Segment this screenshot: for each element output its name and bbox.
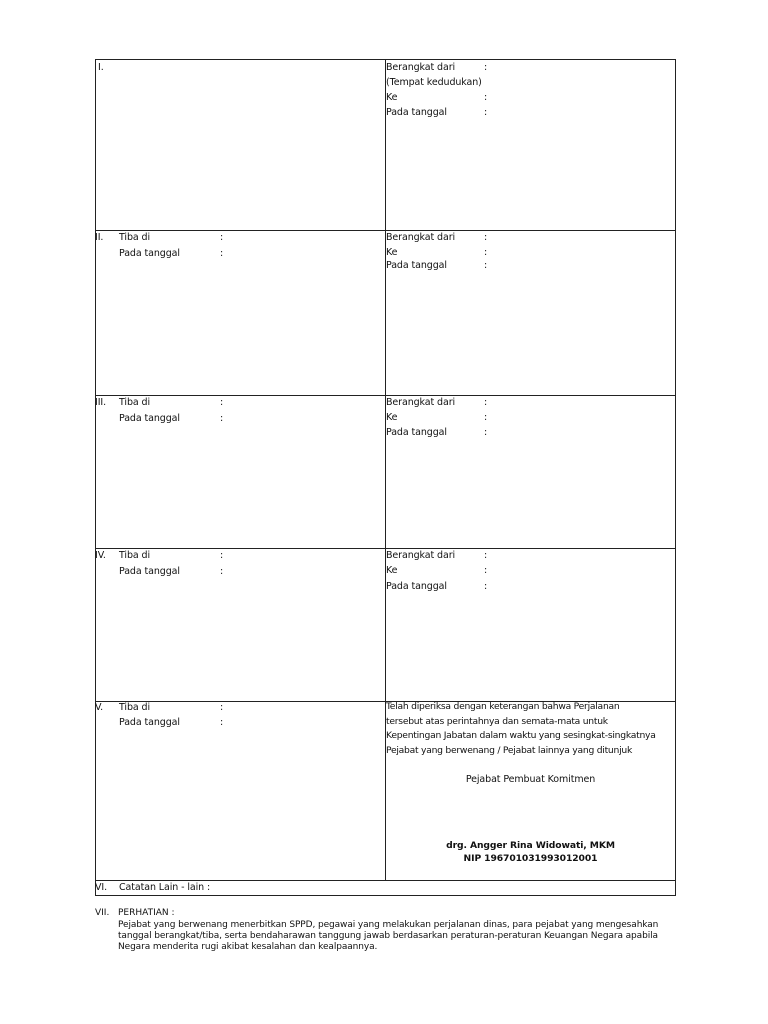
pada-tanggal-label: Pada tanggal [386,427,447,438]
colon: : [220,702,224,713]
official-name: drg. Angger Rina Widowati, MKM [446,840,615,851]
perhatian-heading: PERHATIAN : [118,908,175,918]
colon: : [220,397,224,408]
tiba-di-label: Tiba di [119,550,150,561]
berangkat-label: Berangkat dari [386,62,456,73]
ke-label: Ke [386,247,398,258]
section-number: III. [95,397,107,408]
colon: : [484,581,488,592]
pada-tanggal-label: Pada tanggal [119,566,180,577]
section-number: V. [95,702,104,713]
colon: : [484,565,488,576]
verification-text-line: Kepentingan Jabatan dalam waktu yang sesingkat-singkatnya [386,730,656,741]
colon: : [484,232,488,243]
ke-label: Ke [386,565,398,576]
colon: : [484,62,488,73]
colon: : [220,550,224,561]
perhatian-body: Pejabat yang berwenang menerbitkan SPPD, pegawai yang melakukan perjalanan dinas, para pejabat yang mengesahkan tanggal berangkat/tiba, serta bendaharawan tanggung jawab berdasarkan peraturan-peraturan Keuangan Negara apabila Negara menderita rugi akibat kesalahan dan kealpaannya. [118,920,659,952]
row-divider [96,230,675,231]
colon: : [484,550,488,561]
tiba-di-label: Tiba di [119,397,150,408]
colon: : [220,566,224,577]
colon: : [484,397,488,408]
section-number: I. [98,62,104,73]
section-number: II. [95,232,104,243]
colon: : [220,717,224,728]
ke-label: Ke [386,92,398,103]
verification-text-line: Pejabat yang berwenang / Pejabat lainnya yang ditunjuk [386,745,633,756]
section-number: VI. [95,882,108,893]
row-divider [96,880,675,881]
sppd-form-table [95,59,676,896]
colon: : [484,92,488,103]
tiba-di-label: Tiba di [119,702,150,713]
pada-tanggal-label: Pada tanggal [119,413,180,424]
row-divider [96,548,675,549]
colon: : [484,260,488,271]
berangkat-label: Berangkat dari [386,550,456,561]
colon: : [220,413,224,424]
pada-tanggal-label: Pada tanggal [119,717,180,728]
verification-text-line: Telah diperiksa dengan keterangan bahwa Perjalanan [386,701,620,712]
berangkat-label: Berangkat dari [386,232,456,243]
catatan-lain-label: Catatan Lain - lain : [119,882,211,893]
pada-tanggal-label: Pada tanggal [386,107,447,118]
colon: : [484,427,488,438]
colon: : [484,107,488,118]
column-divider [385,60,386,881]
official-nip: NIP 196701031993012001 [463,853,598,864]
colon: : [220,232,224,243]
berangkat-label: Berangkat dari [386,397,456,408]
verification-text-line: tersebut atas perintahnya dan semata-mata untuk [386,716,608,727]
colon: : [484,247,488,258]
ke-label: Ke [386,412,398,423]
colon: : [220,248,224,259]
pada-tanggal-label: Pada tanggal [119,248,180,259]
tiba-di-label: Tiba di [119,232,150,243]
pada-tanggal-label: Pada tanggal [386,581,447,592]
colon: : [484,412,488,423]
tempat-kedudukan-label: (Tempat kedudukan) [386,77,482,88]
section-number: IV. [95,550,106,561]
pada-tanggal-label: Pada tanggal [386,260,447,271]
section-number: VII. [95,908,110,918]
row-divider [96,395,675,396]
official-position: Pejabat Pembuat Komitmen [465,774,596,785]
